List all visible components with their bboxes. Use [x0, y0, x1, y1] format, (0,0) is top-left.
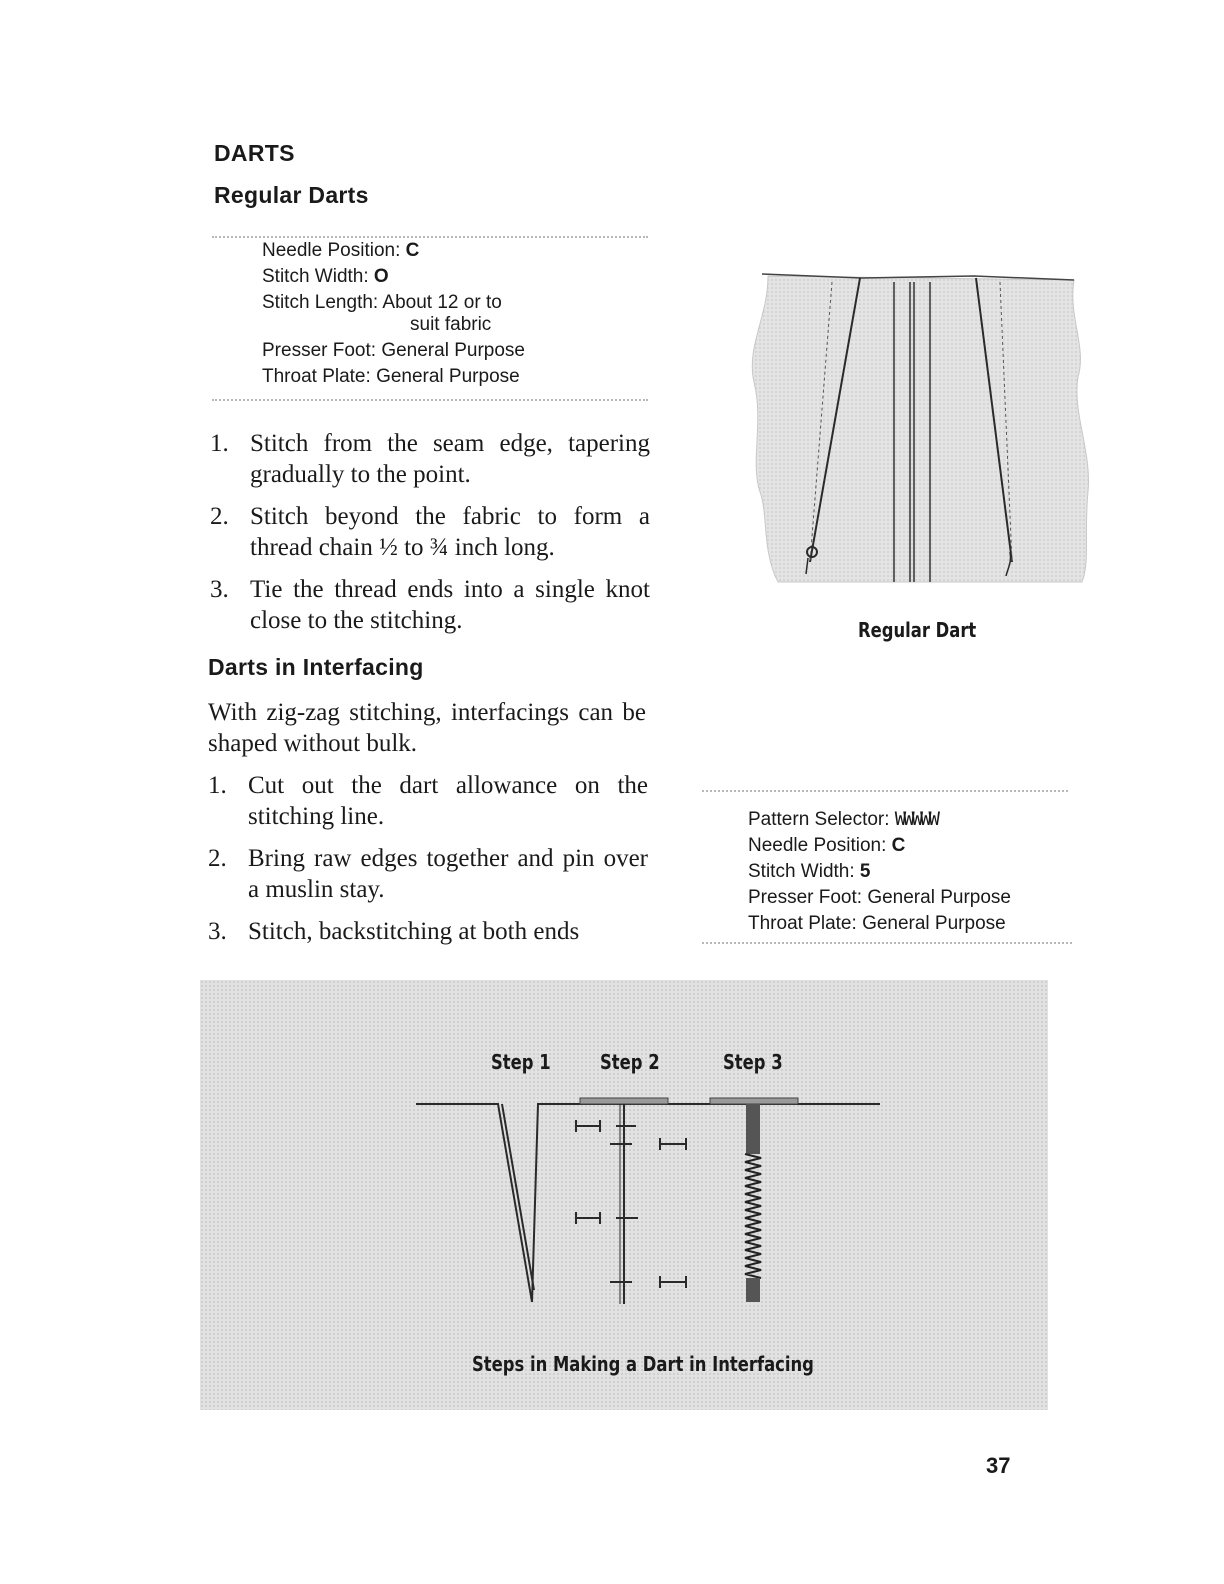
setting-presser-foot: Presser Foot: General Purpose	[748, 887, 1011, 908]
interfacing-settings-top-divider	[702, 790, 1068, 792]
setting-needle-position: Needle Position: C	[748, 835, 906, 856]
interfacing-settings-box	[748, 806, 1068, 937]
setting-throat-plate: Throat Plate: General Purpose	[262, 366, 520, 387]
setting-stitch-length: Stitch Length: About 12 or to	[262, 292, 502, 313]
regular-settings-box	[262, 238, 642, 390]
setting-pattern-selector: Pattern Selector: WWWWW	[748, 808, 937, 830]
interfacing-subtitle: Darts in Interfacing	[208, 654, 424, 680]
interfacing-figure-panel	[200, 980, 1048, 1410]
setting-presser-foot: Presser Foot: General Purpose	[262, 340, 525, 361]
interfacing-settings-bottom-divider	[702, 942, 1072, 944]
interfacing-figure-caption: Steps in Making a Dart in Interfacing	[472, 1352, 814, 1376]
setting-stitch-width: Stitch Width: O	[262, 266, 389, 287]
settings-bottom-divider	[212, 399, 648, 401]
setting-needle-position: Needle Position: C	[262, 240, 420, 261]
step-3-label: Step 3	[723, 1050, 783, 1074]
regular-dart-caption: Regular Dart	[858, 618, 977, 642]
section-title: DARTS	[214, 140, 295, 166]
page-number: 37	[986, 1453, 1011, 1478]
interfacing-intro: With zig-zag stitching, interfacings can be shaped without bulk.	[208, 699, 646, 757]
regular-dart-illustration	[742, 262, 1092, 592]
regular-steps-list: 1. Stitch from the seam edge, tapering gradually to the point. 2. Stitch beyond the fabric to form a thread chain ½ to ¾ inch long. 3. Tie the thread ends into a single knot close to the stitching.	[210, 430, 650, 634]
interfacing-steps-diagram	[410, 1090, 890, 1310]
setting-stitch-width: Stitch Width: 5	[748, 861, 871, 882]
regular-darts-subtitle: Regular Darts	[214, 182, 369, 208]
step-2-label: Step 2	[600, 1050, 660, 1074]
setting-throat-plate: Throat Plate: General Purpose	[748, 913, 1006, 934]
interfacing-steps-list: 1. Cut out the dart allowance on the stitching line. 2. Bring raw edges together and pin over a muslin stay. 3. Stitch, backstitching at both ends	[208, 772, 648, 945]
setting-stitch-length-cont: suit fabric	[410, 314, 492, 335]
step-1-label: Step 1	[491, 1050, 551, 1074]
